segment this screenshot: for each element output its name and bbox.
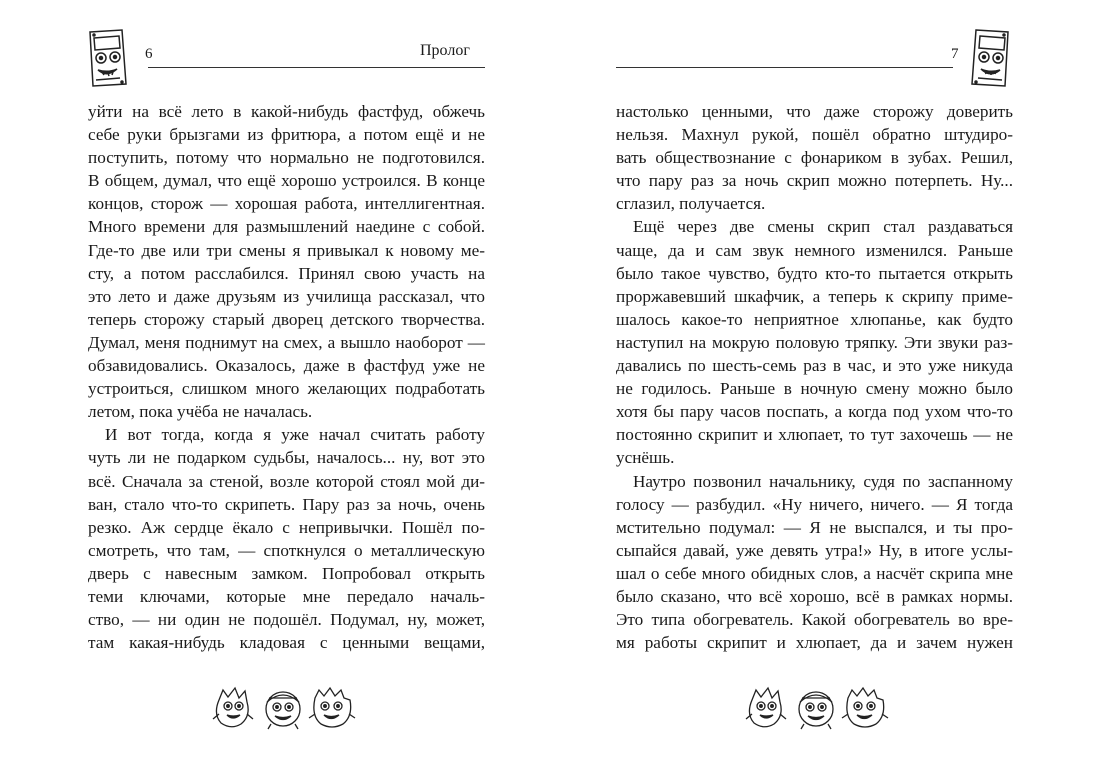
text-line: наступил на мокрую половую тряпку. Эти звуки раз- (616, 332, 1013, 352)
text-line: мстительно подумал: — Я не выспался, и ты про- (616, 517, 1013, 537)
text-line: что пару раз за ночь скрип можно потерпеть. Ну... (616, 171, 1013, 191)
text-line: не годилось. Раньше в ночную смену можно было (616, 379, 1013, 399)
text-line: теми ключами, которые мне передало началь- (88, 586, 485, 606)
body-text (616, 100, 1013, 654)
text-line: ван, стало что-то скрипеть. Пару раз за ночь, очень (88, 494, 485, 514)
text-line: Думал, меня поднимут на смех, а вышло наоборот — (88, 332, 485, 352)
text-line: Это типа обогреватель. Какой обогреватель во вре- (616, 610, 1013, 630)
header-rule (148, 67, 485, 68)
text-line: теперь сторожу старый дворец детского творчества. (88, 309, 485, 329)
text-line: голосу — разбудил. «Ну ничего, ничего. — Я тогда (616, 494, 1013, 514)
three-monster-mascots-icon (211, 686, 361, 730)
text-line: вать обществознание с фонариком в зубах. Решил, (616, 148, 1013, 168)
page-number: 6 (145, 46, 153, 62)
text-line: нельзя. Махнул рукой, пошёл обратно штудиро- (616, 125, 1013, 145)
text-line: ство, — ни один не подошёл. Подумал, ну, может, (88, 610, 485, 630)
text-line: хотя бы пару часов поспать, а когда под ухом что-то (616, 402, 1013, 422)
page-number: 7 (951, 46, 959, 62)
text-line: мя работы скрипит и хлюпает, да и зачем нужен (616, 633, 1013, 653)
three-monster-mascots-icon (744, 686, 894, 730)
text-line: сту, а потом расслабился. Принял свою участь на (88, 263, 485, 283)
text-line: это лето и даже друзьям из училища рассказал, что (88, 286, 485, 306)
text-line: Где-то две или три смены я привыкал к новому ме- (88, 240, 485, 260)
text-line: обзавидовались. Оказалось, даже в фастфуд уже не (88, 356, 485, 376)
header-rule (616, 67, 953, 68)
text-line: концов, сторож — хорошая работа, интеллигентная. (88, 194, 485, 214)
text-line: себе руки брызгами из фритюра, а потом ещё и не (88, 125, 485, 145)
text-line: И вот тогда, когда я уже начал считать работу (105, 425, 485, 445)
running-title: Пролог (420, 42, 470, 59)
text-line: Наутро позвонил начальнику, судя по заспанному (633, 471, 1013, 491)
text-line: дверь с навесным замком. Попробовал открыть (88, 563, 485, 583)
text-line: поступить, потому что нормально не подготовился. (88, 148, 485, 168)
text-line: уйти на всё лето в какой-нибудь фастфуд, обжечь (88, 102, 485, 121)
text-line: устроиться, слишком много желающих подработать (88, 379, 485, 399)
text-line: сглазил, получается. (616, 194, 766, 214)
text-line: чуть ли не подарком судьбы, началось... ну, вот это (88, 448, 485, 468)
cassette-tape-face-icon (968, 28, 1014, 88)
text-line: там какая-нибудь кладовая с ценными вещами, (88, 633, 485, 653)
text-line: было такое чувство, будто кто-то пытается открыть (616, 263, 1013, 283)
cassette-tape-face-icon (84, 28, 130, 88)
text-line: резко. Аж сердце ёкало с непривычки. Пошёл по- (88, 517, 485, 537)
text-line: сыпайся давай, уже девять утра!» Ну, в итоге услы- (616, 540, 1013, 560)
text-line: смотреть, что там, — споткнулся о металлическую (88, 540, 485, 560)
text-line: шал о себе много обидных слов, а насчёт скрипа мне (616, 563, 1013, 583)
text-line: летом, пока учёба не началась. (88, 402, 313, 422)
text-line: постоянно скрипит и хлюпает, то тут захочешь — не (616, 425, 1013, 445)
text-line: уснёшь. (616, 448, 675, 468)
text-line: шалось какое-то неприятное хлюпанье, как будто (616, 309, 1013, 329)
text-line: Ещё через две смены скрип стал раздаваться (633, 217, 1013, 237)
text-line: В общем, думал, что ещё хорошо устроился. В конце (88, 171, 485, 191)
text-line: проржавевший шкафчик, а теперь к скрипу приме- (616, 286, 1013, 306)
text-line: Много времени для размышлений наедине с собой. (88, 217, 485, 237)
text-line: настолько ценными, что даже сторожу доверить (616, 102, 1013, 121)
text-line: давались по шесть-семь раз в час, и это уже никуда (616, 356, 1013, 376)
text-line: всё. Сначала за стеной, возле которой стоял мой ди- (88, 471, 485, 491)
right-page (550, 0, 1100, 770)
body-text (88, 100, 485, 654)
text-line: было сказано, что всё хорошо, всё в рамках нормы. (616, 586, 1013, 606)
text-line: чаще, да и сам звук немного изменился. Раньше (616, 240, 1013, 260)
